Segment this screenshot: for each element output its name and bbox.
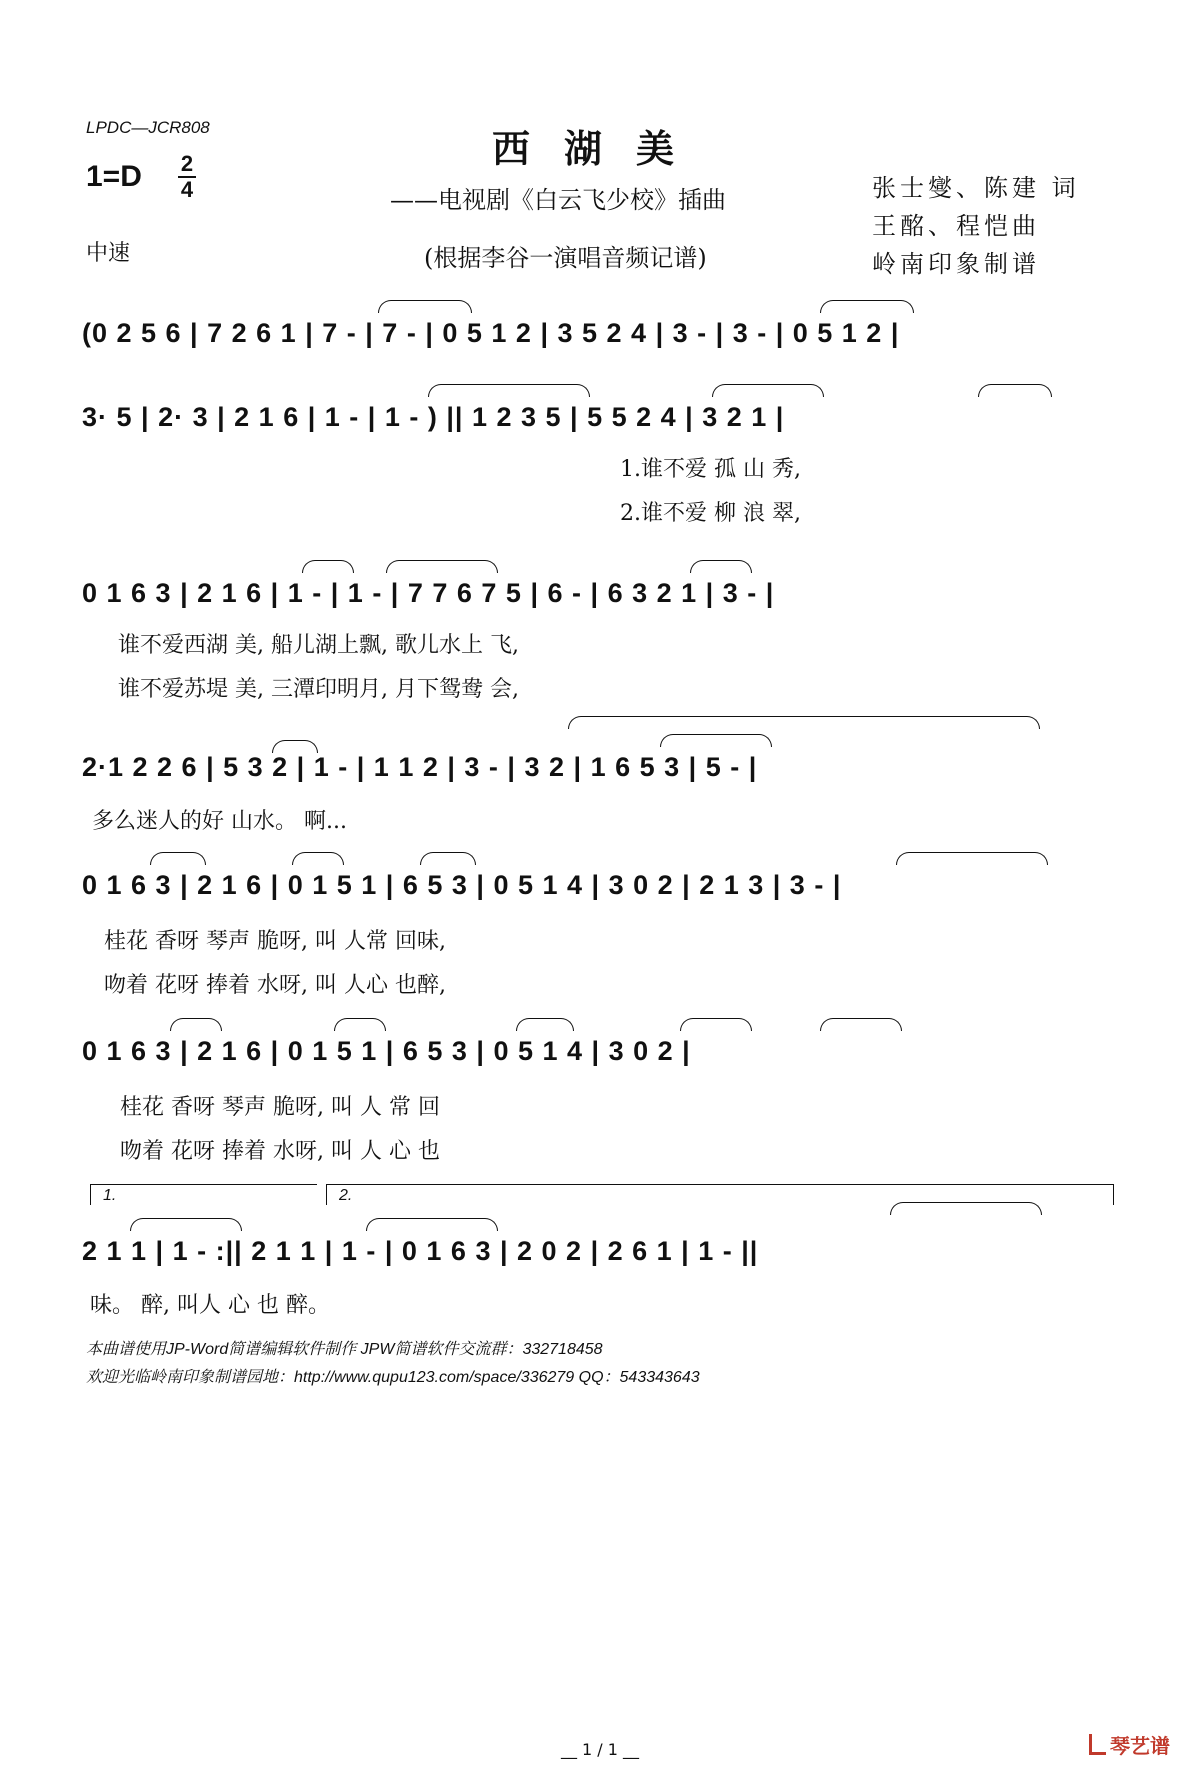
lyrics-line-6-verse-1: 桂花 香呀 琴声 脆呀, 叫 人 常 回 bbox=[120, 1095, 440, 1120]
time-bottom: 4 bbox=[180, 177, 194, 202]
lyrics-line-4: 多么迷人的好 山水。 啊... bbox=[92, 809, 347, 834]
volta-1-label: 1. bbox=[103, 1187, 117, 1204]
lyricist: 张士燮、陈建 词 bbox=[872, 174, 1080, 202]
lyrics-line-5-verse-2: 吻着 花呀 捧着 水呀, 叫 人心 也醉, bbox=[104, 973, 446, 998]
key-signature: 1=D bbox=[86, 160, 142, 193]
score-code: LPDC—JCR808 bbox=[86, 118, 210, 137]
score-line-1: (0 2 5 6 | 7 2 6 1 | 7 - | 7 - | 0 5 1 2 | 3 5 2 4 | 3 - | 3 - | 0 5 1 2 | bbox=[82, 318, 900, 348]
lyrics-line-6-verse-2: 吻着 花呀 捧着 水呀, 叫 人 心 也 bbox=[120, 1139, 440, 1164]
volta-2-label: 2. bbox=[339, 1187, 353, 1204]
arranger: 岭南印象制谱 bbox=[872, 250, 1040, 278]
brand-logo bbox=[1089, 1730, 1170, 1759]
score-line-5: 0 1 6 3 | 2 1 6 | 0 1 5 1 | 6 5 3 | 0 5 1 4 | 3 0 2 | 2 1 3 | 3 - | bbox=[82, 870, 842, 900]
subtitle: ——电视剧《白云飞少校》插曲 bbox=[390, 186, 726, 214]
page-number: __ 1 / 1 __ bbox=[560, 1740, 640, 1759]
tempo-marking: 中速 bbox=[86, 241, 131, 266]
time-signature bbox=[178, 152, 196, 202]
score-line-3: 0 1 6 3 | 2 1 6 | 1 - | 1 - | 7 7 6 7 5 | 6 - | 6 3 2 1 | 3 - | bbox=[82, 578, 775, 608]
time-top: 2 bbox=[180, 151, 194, 176]
composer: 王酩、程恺曲 bbox=[872, 212, 1040, 240]
score-line-4: 2·1 2 2 6 | 5 3 2 | 1 - | 1 1 2 | 3 - | 3 2 | 1 6 5 3 | 5 - | bbox=[82, 752, 758, 782]
logo-icon bbox=[1089, 1734, 1106, 1755]
song-title: 西湖美 bbox=[491, 126, 708, 171]
transcription-note: (根据李谷一演唱音频记谱) bbox=[424, 244, 707, 272]
lyrics-line-3-verse-1: 谁不爱西湖 美, 船儿湖上飘, 歌儿水上 飞, bbox=[118, 633, 519, 658]
score-line-2: 3· 5 | 2· 3 | 2 1 6 | 1 - | 1 - ) || 1 2 3 5 | 5 5 2 4 | 3 2 1 | bbox=[82, 402, 785, 432]
volta-bracket-1 bbox=[90, 1184, 317, 1205]
lyrics-line-3-verse-2: 谁不爱苏堤 美, 三潭印明月, 月下鸳鸯 会, bbox=[118, 677, 519, 702]
footer-website-note: 欢迎光临岭南印象制谱园地：http://www.qupu123.com/space/336279 QQ：543343643 bbox=[86, 1369, 700, 1386]
lyrics-line-7: 味。 醉, 叫人 心 也 醉。 bbox=[90, 1293, 330, 1318]
lyrics-line-5-verse-1: 桂花 香呀 琴声 脆呀, 叫 人常 回味, bbox=[104, 929, 446, 954]
lyrics-line-2-verse-1: 1.谁不爱 孤 山 秀, bbox=[620, 457, 801, 482]
footer-software-note: 本曲谱使用JP-Word简谱编辑软件制作 JPW简谱软件交流群：332718458 bbox=[86, 1341, 603, 1358]
score-line-6: 0 1 6 3 | 2 1 6 | 0 1 5 1 | 6 5 3 | 0 5 1 4 | 3 0 2 | bbox=[82, 1036, 691, 1066]
score-line-7: 2 1 1 | 1 - :|| 2 1 1 | 1 - | 0 1 6 3 | 2 0 2 | 2 6 1 | 1 - || bbox=[82, 1236, 759, 1266]
lyrics-line-2-verse-2: 2.谁不爱 柳 浪 翠, bbox=[620, 501, 801, 526]
logo-text: 琴艺谱 bbox=[1110, 1734, 1170, 1758]
